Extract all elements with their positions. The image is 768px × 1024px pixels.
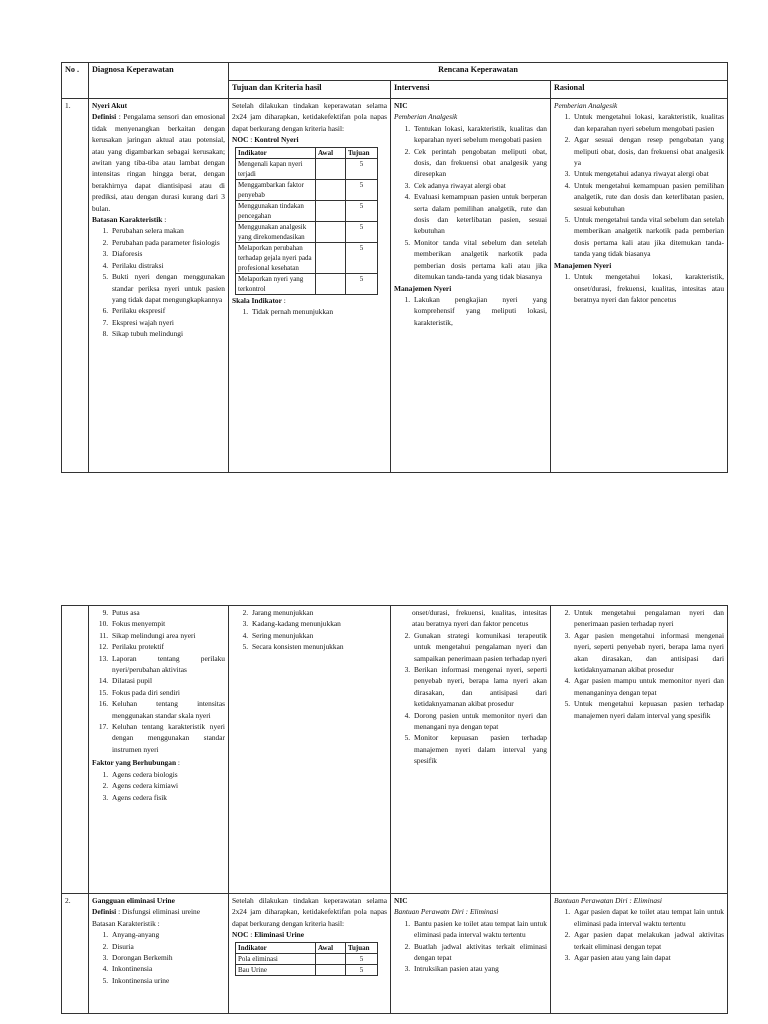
batasan-list [92,225,225,339]
indicator-name: Menggambarkan faktor penyebab [236,179,316,200]
batasan-list-cont [92,607,225,755]
rasional-list-cont [554,607,724,721]
rasional-item: 5. Untuk mengetahui kepuasan pasien terhadap manajemen nyeri dalam interval yang spesifik [572,698,724,721]
indicator-name: Pola eliminasi [236,953,316,964]
batasan-heading: Batasan Karakteristik : [92,215,167,225]
intervensi-item: 2. Cek perintah pengobatan meliputi obat, dosis, dan frekuensi obat analgesik yang diresepkan [412,146,547,180]
indicator-awal [316,158,346,179]
faktor-item: 3. Agens cedera fisik [110,792,225,803]
diagnosis-definition: Definisi : Pengalama sensori dan emosional tidak menyenangkan berkaitan dengan kerusakan jaringan aktual atau potensial, atau yang digambarkan sebagai kerusakan; awitan yang tiba-tiba atau lambat dengan intensitas ringan hingga berat, dengan berakhirnya dapat diantisipasi atau di prediksi, atau dengan durasi kurang dari 3 bulan. [92,112,225,213]
document-page-1 [61,62,727,473]
diagnosis-cell-2 [89,894,229,1014]
batasan-item: 10. Fokus menyempit [110,618,225,629]
faktor-list [92,769,225,803]
indicator-target: 5 [346,953,378,964]
header-rasional: Rasional [551,81,728,99]
batasan-item: 12. Perilaku protektif [110,641,225,652]
batasan-item: 3. Diaforesis [110,248,225,259]
tujuan-cell-cont [229,606,391,894]
skala-list [232,306,387,317]
intervensi-item: 3. Cek adanya riwayat alergi obat [412,180,547,191]
skala-heading: Skala Indikator : [232,295,286,305]
faktor-heading: Faktor yang Berhubungan : [92,758,180,768]
diagnosis-cell-cont [89,606,229,894]
noc-heading-2: NOC : Eliminasi Urine [232,930,305,940]
intervensi-item: 4. Dorong pasien untuk memonitor nyeri dan menangani nya dengan tepat [412,710,547,733]
rasional-item: 3. Agar pasien atau yang lain dapat [572,952,724,963]
intervensi-subtitle-nyeri: Manajemen Nyeri [394,283,452,293]
diagnosis-title-2: Gangguan eliminasi Urine [92,896,175,905]
rasional-item: 1. Agar pasien dapat ke toilet atau tempat lain untuk eliminasi pada interval waktu tertentu [572,906,724,929]
rasional-item: 2. Agar sesuai dengan resep pengobatan yang meliputi obat, dosis, dan frekuensi obat analgesik ya [572,134,724,168]
skala-list-cont [232,607,387,653]
header-rencana: Rencana Keperawatan [229,63,728,81]
indicator-name: Menggunakan tindakan pencegahan [236,200,316,221]
indicator-row [236,221,378,242]
header-tujuan: Tujuan dan Kriteria hasil [229,81,391,99]
batasan-item: 6. Perilaku ekspresif [110,305,225,316]
tujuan-header: Tujuan [346,147,378,158]
batasan-item: 1. Perubahan selera makan [110,225,225,236]
row-number: 1. [62,99,89,473]
indicator-name: Mengenali kapan nyeri terjadi [236,158,316,179]
indicator-target: 5 [346,158,378,179]
batasan-item: 16. Keluhan tentang intensitas menggunakan standar skala nyeri [110,698,225,721]
indicator-header: Indikator [236,147,316,158]
batasan-item: 5. Bukti nyeri dengan menggunakan standar periksa nyeri untuk pasien yang tidak dapat mengungkapkannya [110,271,225,305]
batasan-heading-2: Batasan Karakteristik : [92,918,160,928]
rasional-subtitle-nyeri: Manajemen Nyeri [554,260,612,270]
indicator-name: Melaporkan nyeri yang terkontrol [236,273,316,294]
rasional-cell [551,99,728,473]
rasional-list-nyeri [554,271,724,305]
batasan-item: 5. Inkontinensia urine [110,975,225,986]
tujuan-cell [229,99,391,473]
indicator-header-2: Indikator [236,942,316,953]
rasional-subtitle-analgesik: Pemberian Analgesik [554,101,618,110]
indicator-row [236,200,378,221]
intervensi-item: 2. Gunakan strategi komunikasi terapeutik untuk mengetahui pengalaman nyeri dan sampaikan penerimaan pasien terhadap nyeri [412,630,547,664]
rasional-item: 3. Untuk mengetahui adanya riwayat alergi obat [572,168,724,179]
batasan-item: 4. Inkontinensia [110,963,225,974]
rasional-cell-2 [551,894,728,1014]
batasan-item: 13. Laporan tentang perilaku nyeri/perubahan aktivitas [110,653,225,676]
rasional-item: 2. Agar pasien dapat melakukan jadwal aktivitas terkait eliminasi dengan tepat [572,929,724,952]
batasan-item: 2. Disuria [110,941,225,952]
indicator-target: 5 [346,200,378,221]
intervensi-item: 2. Buatlah jadwal aktivitas terkait eliminasi dengan tepat [412,941,547,964]
indicator-awal [316,200,346,221]
indicator-awal [316,273,346,294]
skala-item: 4. Sering menunjukkan [250,630,387,641]
diagnosis-definition-2: Definisi : Disfungsi eliminasi ureine [92,907,200,917]
batasan-item: 9. Putus asa [110,607,225,618]
batasan-item: 2. Perubahan pada parameter fisiologis [110,237,225,248]
intervensi-list-analgesik [394,123,547,283]
indicator-awal [316,221,346,242]
intervensi-item: 4. Evaluasi kemampuan pasien untuk berperan serta dalam pemilihan analgetik, rute dan dosis dan keterlibatan pasien, sesuai kebutuhan [412,191,547,237]
rasional-item: 1. Untuk mengetahui lokasi, karakteristik, onset/durasi, frekuensi, kualitas, intesitas atau beratnya nyeri dan faktor pencetus [572,271,724,305]
nic-label-2: NIC [394,896,408,905]
indicator-table-2 [235,942,378,976]
rasional-item: 4. Agar pasien mampu untuk memonitor nyeri dan menanganinya dengan tepat [572,675,724,698]
indicator-name: Menggunakan analgesik yang direkomendasikan [236,221,316,242]
batasan-item: 11. Sikap melindungi area nyeri [110,630,225,641]
skala-item: 5. Secara konsisten menunjukkan [250,641,387,652]
indicator-awal [316,953,346,964]
batasan-item: 8. Sikap tubuh melindungi [110,328,225,339]
rasional-item: 4. Untuk mengetahui kemampuan pasien pemilihan analgetik, rute dan dosis dan keterlibatan pasien, sesuai kebutuhan [572,180,724,214]
indicator-table [235,147,378,295]
rasional-item: 2. Untuk mengetahui pengalaman nyeri dan penerimaan pasien terhadap nyeri [572,607,724,630]
intervensi-cont-lead: onset/durasi, frekuensi, kualitas, intesitas atau beratnya nyeri dan faktor pencetus [412,608,547,629]
row-number-cont [62,606,89,894]
indicator-row [236,964,378,975]
header-diagnosa: Diagnosa Keperawatan [89,63,229,99]
indicator-target: 5 [346,273,378,294]
indicator-row [236,242,378,273]
batasan-item: 15. Fokus pada diri sendiri [110,687,225,698]
intervensi-cell-2 [391,894,551,1014]
faktor-item: 1. Agens cedera biologis [110,769,225,780]
indicator-row [236,953,378,964]
batasan-item: 1. Anyang-anyang [110,929,225,940]
indicator-target: 5 [346,179,378,200]
intervensi-subtitle-analgesik: Pemberian Analgesik [394,112,458,122]
intervensi-list-cont [394,630,547,767]
care-plan-table-page-2 [61,605,728,1014]
diagnosis-title: Nyeri Akut [92,101,128,110]
intervensi-item: 5. Monitor kepuasan pasien terhadap manajemen nyeri dalam interval yang spesifik [412,732,547,766]
intervensi-subtitle-eliminasi: Bantuan Perawatn Diri : Eliminasi [394,907,499,917]
row-number-2: 2. [62,894,89,1014]
batasan-item: 3. Dorongan Berkemih [110,952,225,963]
faktor-item: 2. Agens cedera kimiawi [110,780,225,791]
rasional-item: 3. Agar pasien mengetahui informasi mengenai nyeri, seperti penyebab nyeri, berapa lama nyeri akan dirasakan, dan antisipasi dari ketidaknyamanan akibat prosedur [572,630,724,676]
care-plan-table-page-1 [61,62,728,473]
batasan-list-2 [92,929,225,986]
intervensi-item: 3. Berikan informasi mengenai nyeri, seperti penyebab nyeri, berapa lama nyeri akan dirasakan, dan antisipasi dari ketidaknyamanan akibat prosedur [412,664,547,710]
intervensi-item: 5. Monitor tanda vital sebelum dan setelah memberikan analgetik narkotik pada pemberian dosis pertama kali atau jika ditemukan tanda-tanda yang tidak biasanya [412,237,547,283]
rasional-list-eliminasi [554,906,724,963]
indicator-row [236,158,378,179]
indicator-row [236,179,378,200]
skala-item: 1. Tidak pernah menunjukkan [250,306,387,317]
batasan-item: 7. Ekspresi wajah nyeri [110,317,225,328]
intervensi-cell-cont [391,606,551,894]
nic-label: NIC [394,101,408,110]
document-page-2 [61,605,727,1014]
rasional-subtitle-eliminasi: Bantuan Perawatan Diri : Eliminasi [554,896,662,905]
intervensi-list-nyeri [394,294,547,328]
indicator-name: Melaporkan perubahan terhadap gejala nyeri pada profesional kesehatan [236,242,316,273]
skala-item: 2. Jarang menunjukkan [250,607,387,618]
awal-header: Awal [316,147,346,158]
awal-header-2: Awal [316,942,346,953]
rasional-list-analgesik [554,111,724,259]
intervensi-item: 1. Bantu pasien ke toilet atau tempat lain untuk eliminasi pada interval waktu tertentu [412,918,547,941]
batasan-item: 17. Keluhan tentang karakteristik nyeri dengan menggunakan standar instrumen nyeri [110,721,225,755]
indicator-target: 5 [346,221,378,242]
header-no: No . [62,63,89,99]
intervensi-item: 3. Intruksikan pasien atau yang [412,963,547,974]
intervensi-item: 1. Tentukan lokasi, karakteristik, kualitas dan keparahan nyeri sebelum mengobati pasien [412,123,547,146]
intervensi-cell [391,99,551,473]
skala-item: 3. Kadang-kadang menunjukkan [250,618,387,629]
indicator-awal [316,179,346,200]
batasan-item: 14. Dilatasi pupil [110,675,225,686]
tujuan-cell-2 [229,894,391,1014]
rasional-item: 5. Untuk mengetahui tanda vital sebelum dan setelah memberikan analgetik narkotik pada pemberian dosis pertama kali atau jika ditemukan tanda-tanda yang tidak biasanya [572,214,724,260]
tujuan-text-2: Setelah dilakukan tindakan keperawatan selama 2x24 jam diharapkan, ketidakefektifan pola napas dapat berkurang dengan kriteria hasil: [232,896,387,928]
header-intervensi: Intervensi [391,81,551,99]
indicator-row [236,273,378,294]
noc-heading: NOC : Kontrol Nyeri [232,135,299,145]
indicator-awal [316,242,346,273]
indicator-name: Bau Urine [236,964,316,975]
intervensi-item: 1. Lakukan pengkajian nyeri yang komprehensif yang meliputi lokasi, karakteristik, [412,294,547,328]
tujuan-text: Setelah dilakukan tindakan keperawatan selama 2x24 jam diharapkan, ketidakefektifan pola napas dapat berkurang dengan kriteria hasil: [232,101,387,133]
indicator-target: 5 [346,242,378,273]
intervensi-list-eliminasi [394,918,547,975]
rasional-cell-cont [551,606,728,894]
indicator-awal [316,964,346,975]
tujuan-header-2: Tujuan [346,942,378,953]
rasional-item: 1. Untuk mengetahui lokasi, karakteristik, kualitas dan keparahan nyeri sebelum mengobati pasien [572,111,724,134]
indicator-target: 5 [346,964,378,975]
batasan-item: 4. Perilaku distraksi [110,260,225,271]
diagnosis-cell [89,99,229,473]
